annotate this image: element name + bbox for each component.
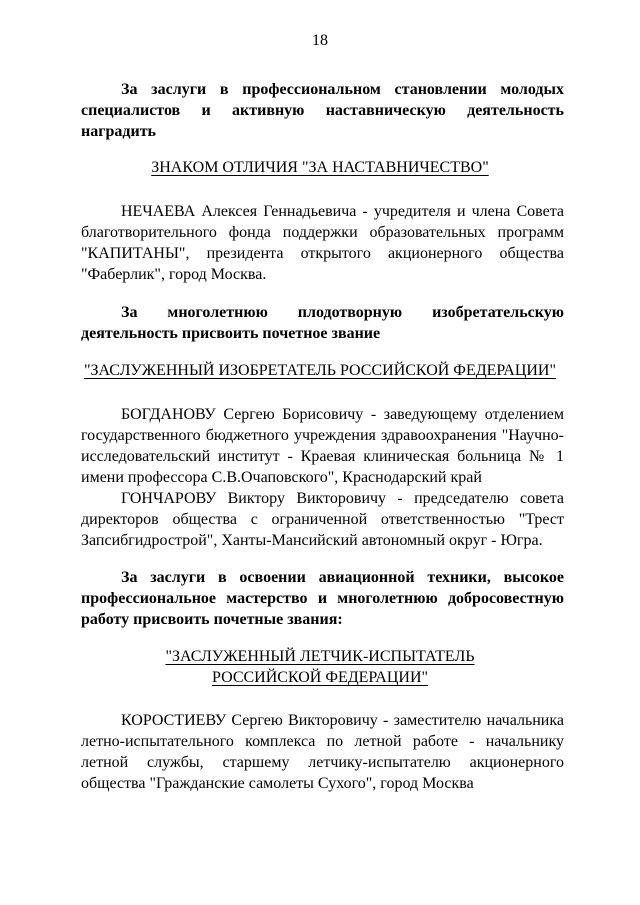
award-title-line: РОССИЙСКОЙ ФЕДЕРАЦИИ" — [211, 669, 429, 686]
recipient-nechaev: НЕЧАЕВА Алексея Геннадьевича - учредителя и члена Совета благотворительного фонда поддержки образовательных программ "КАПИТАНЫ", президента открытого акционерного общества "Фаберлик", город Москва. — [81, 203, 564, 283]
award-intro-mentoring — [81, 79, 564, 142]
award-intro-test-pilot — [81, 567, 564, 630]
award-title-line: "ЗАСЛУЖЕННЫЙ ИЗОБРЕТАТЕЛЬ РОССИЙСКОЙ ФЕДЕРАЦИИ" — [83, 362, 557, 379]
award-title-line: ЗНАКОМ ОТЛИЧИЯ "ЗА НАСТАВНИЧЕСТВО" — [151, 159, 489, 176]
intro-line: профессиональное мастерство и многолетнюю добросовестную — [81, 590, 564, 607]
intro-line: работу присвоить почетные звания: — [81, 611, 343, 628]
intro-line: специалистов и активную наставническую деятельность — [81, 102, 564, 119]
intro-line: За заслуги в профессиональном становлении молодых — [121, 81, 564, 98]
recipient-goncharov: ГОНЧАРОВУ Виктору Викторовичу - председателю совета директоров общества с ограниченной ответственностью "Трест Запсибгидрострой", Ханты-Мансийский автономный округ - Югра. — [81, 490, 564, 549]
award-intro-inventor — [81, 302, 564, 344]
intro-line: За заслуги в освоении авиационной техники, высокое — [121, 569, 564, 586]
award-title-inventor — [0, 360, 640, 381]
recipient-bogdanov: БОГДАНОВУ Сергею Борисовичу - заведующему отделением государственного бюджетного учреждения здравоохранения "Научно-исследовательский институт - Краевая клиническая больница № 1 имени профессора С.В.Очаповского", Краснодарский край — [81, 406, 564, 486]
intro-line: наградить — [81, 123, 157, 140]
intro-line: деятельность присвоить почетное звание — [81, 325, 381, 342]
award-title-test-pilot — [0, 646, 640, 688]
recipient-korostiev: КОРОСТИЕВУ Сергею Викторовичу - заместителю начальника летно-испытательного комплекса по летной работе - начальнику летной службы, старшему летчику-испытателю акционерного общества "Гражданские самолеты Сухого", город Москва — [81, 712, 564, 792]
intro-line: За многолетнюю плодотворную изобретательскую — [121, 304, 564, 321]
page-number: 18 — [312, 32, 328, 49]
award-title-mentoring — [0, 157, 640, 178]
award-title-line: "ЗАСЛУЖЕННЫЙ ЛЕТЧИК-ИСПЫТАТЕЛЬ — [165, 648, 475, 665]
